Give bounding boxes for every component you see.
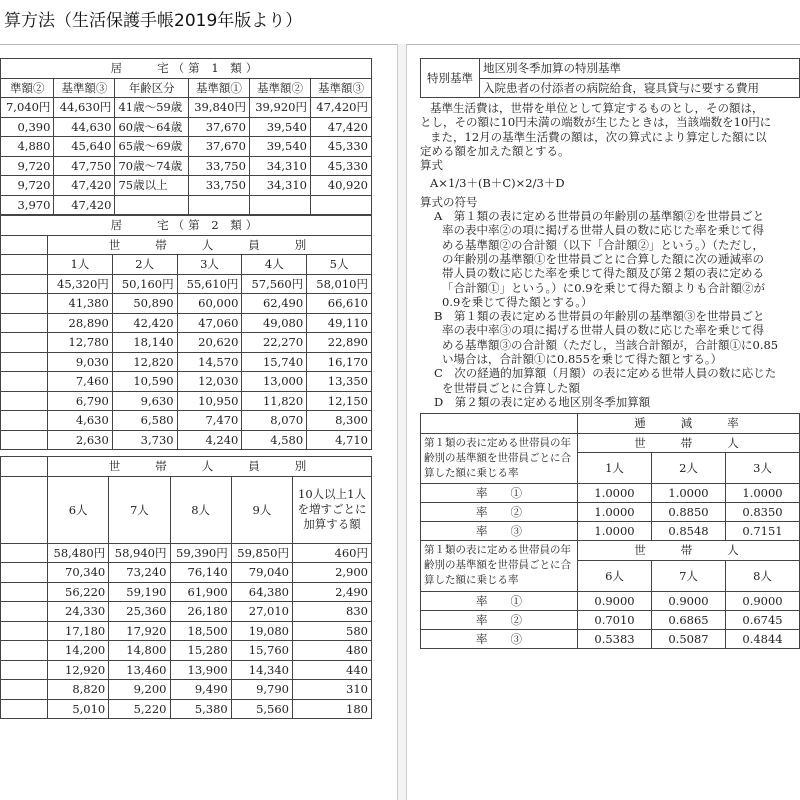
table-header: 基準額① <box>188 78 249 98</box>
table-cell: 13,000 <box>242 372 307 392</box>
table-cell: 49,080 <box>242 313 307 333</box>
table-cell: 57,560円 <box>242 274 307 294</box>
table-header: 年齢区分 <box>115 78 189 98</box>
table-cell: 64,380 <box>231 582 292 602</box>
text-line: A×1/3＋(B＋C)×2/3＋D <box>430 176 565 191</box>
table-cell: 9,720 <box>1 156 54 176</box>
table-row <box>1 372 372 392</box>
text-line: B 第１類の表に定める世帯員の年齢別の基準額③を世帯員ごと <box>434 309 765 324</box>
text-line: を世帯員ごとに合算した額 <box>442 380 580 395</box>
table-cell: 13,900 <box>170 660 231 680</box>
table-cell: 10,590 <box>112 372 177 392</box>
table-row <box>1 660 372 680</box>
table-cell: 14,570 <box>177 352 242 372</box>
table-cell: 0.9000 <box>726 591 800 610</box>
table-cell: 310 <box>293 680 372 700</box>
table-cell: 59,850円 <box>231 543 292 563</box>
table-header: 9人 <box>231 476 292 543</box>
rate-table <box>420 413 800 649</box>
table-cell: 33,750 <box>188 156 249 176</box>
table-cell: 4,880 <box>1 137 54 157</box>
text-line: 0.9を乗じて得た額とする。） <box>442 294 593 309</box>
text-line: 算式 <box>420 158 443 173</box>
table-cell: 4,240 <box>177 430 242 450</box>
table-cell: 12,780 <box>48 333 113 353</box>
table-cell: 5,010 <box>48 699 109 719</box>
special-title: 地区別冬季加算の特別基準 <box>480 59 800 79</box>
table-row <box>1 411 372 431</box>
row-label-cell <box>1 352 48 372</box>
text-line: 定める額を加えた額とする。 <box>420 143 570 158</box>
table-cell: 0.6745 <box>726 610 800 629</box>
right-page <box>420 58 800 800</box>
table-cell: 15,280 <box>170 641 231 661</box>
table-cell: 15,760 <box>231 641 292 661</box>
table-cell: 70歳～74歳 <box>115 156 189 176</box>
table-2 <box>0 215 372 450</box>
table-cell: 3,730 <box>112 430 177 450</box>
text-line: とし，その額に10円未満の端数が生じたときは，当該端数を10円に <box>420 115 772 130</box>
table-header: 6人 <box>578 560 652 591</box>
row-label-cell <box>1 641 48 661</box>
table-cell: 4,580 <box>242 430 307 450</box>
table-cell: 55,610円 <box>177 274 242 294</box>
table-header: 準額② <box>1 78 54 98</box>
table-cell: 14,340 <box>231 660 292 680</box>
table-cell: 7,460 <box>48 372 113 392</box>
table-row <box>421 503 800 522</box>
table-cell: 1.0000 <box>652 484 726 503</box>
rate-group-label: 世 帯 人 <box>578 541 800 561</box>
text-line: D 第２類の表に定める地区別冬季加算額 <box>434 394 651 409</box>
table-row <box>1 333 372 353</box>
text-line: 率の表中率②の項に掲げる世帯人員の数に応じた率を乗じて得 <box>442 223 764 238</box>
table-cell: 4,710 <box>307 430 372 450</box>
table-cell: 56,220 <box>48 582 109 602</box>
table-cell: 0.8350 <box>726 503 800 522</box>
table-3 <box>0 456 372 719</box>
table-cell <box>115 195 189 215</box>
rate-desc: 第１類の表に定める世帯員の年齢別の基準額を世帯員ごとに合算した額に乗じる率 <box>421 433 578 484</box>
table-cell: 22,270 <box>242 333 307 353</box>
table-row <box>1 156 372 176</box>
table-row <box>1 563 372 583</box>
table-cell: 0.9000 <box>578 591 652 610</box>
table-cell: 9,200 <box>109 680 170 700</box>
row-label-cell <box>1 274 48 294</box>
table-header: 4人 <box>242 255 307 275</box>
left-page <box>0 58 372 800</box>
table-cell: 73,240 <box>109 563 170 583</box>
table-cell: 76,140 <box>170 563 231 583</box>
table-cell: 460円 <box>293 543 372 563</box>
table-row <box>1 98 372 118</box>
table-header: 2人 <box>112 255 177 275</box>
text-line: C 次の経過的加算額（月額）の表に定める世帯人員の数に応じた <box>434 366 777 381</box>
table-cell: 15,740 <box>242 352 307 372</box>
table-cell: 2,490 <box>293 582 372 602</box>
table-cell <box>310 195 371 215</box>
table-cell: 0.8850 <box>652 503 726 522</box>
table-cell: 41歳～59歳 <box>115 98 189 118</box>
table-row <box>1 294 372 314</box>
section-label-2: 居 宅（第 2 類） <box>1 216 372 236</box>
row-label-cell <box>1 563 48 583</box>
table-cell: 50,890 <box>112 294 177 314</box>
special-desc: 入院患者の付添者の病院給食，寝具貸与に要する費用 <box>480 78 800 98</box>
table-cell: 27,010 <box>231 602 292 622</box>
row-label-cell <box>1 602 48 622</box>
table-cell: 1.0000 <box>578 484 652 503</box>
table-cell: 0.8548 <box>652 522 726 541</box>
table-cell: 22,890 <box>307 333 372 353</box>
table-cell: 0.4844 <box>726 629 800 648</box>
text-line: い場合は，合計額①に0.855を乗じて得た額とする。） <box>442 352 723 367</box>
table-row <box>1 117 372 137</box>
row-label-cell <box>1 372 48 392</box>
table-row <box>1 582 372 602</box>
table-cell <box>188 195 249 215</box>
text-line: 「合計額①」という。）に0.9を乗じて得た額よりも合計額②が <box>442 280 766 295</box>
row-label-cell <box>1 313 48 333</box>
row-label-cell <box>1 582 48 602</box>
table-cell: 26,180 <box>170 602 231 622</box>
table-header: 8人 <box>726 560 800 591</box>
table-cell <box>249 195 310 215</box>
text-line: また，12月の基準生活費の額は，次の算式により算定した額に以 <box>430 129 767 144</box>
table-cell: 49,110 <box>307 313 372 333</box>
row-label-cell <box>1 411 48 431</box>
text-line: 帯人員の数に応じた率を乗じて得た額及び第２類の表に定める <box>442 266 764 281</box>
table-cell: 0.7010 <box>578 610 652 629</box>
table-row <box>421 522 800 541</box>
text-line: 算式の符号 <box>420 194 478 209</box>
table-cell: 6,790 <box>48 391 113 411</box>
table-cell: 9,720 <box>1 176 54 196</box>
table-cell: 180 <box>293 699 372 719</box>
row-label-cell <box>1 294 48 314</box>
table-cell: 3,970 <box>1 195 54 215</box>
table-row <box>421 610 800 629</box>
table-cell: 440 <box>293 660 372 680</box>
table-cell: 70,340 <box>48 563 109 583</box>
table-row <box>1 543 372 563</box>
table-cell: 0.5087 <box>652 629 726 648</box>
table-row <box>421 591 800 610</box>
table-header: 7人 <box>652 560 726 591</box>
table-cell: 60,000 <box>177 294 242 314</box>
rate-label: 率 ② <box>421 503 578 522</box>
table-cell: 0.9000 <box>652 591 726 610</box>
table-cell: 17,920 <box>109 621 170 641</box>
table-cell: 58,010円 <box>307 274 372 294</box>
table-cell: 7,040円 <box>1 98 54 118</box>
table-row <box>1 274 372 294</box>
table-header: 5人 <box>307 255 372 275</box>
table-cell: 12,030 <box>177 372 242 392</box>
table-cell: 4,630 <box>48 411 113 431</box>
text-line: 基準生活費は，世帯を単位として算定するものとし，その額は， <box>430 101 764 115</box>
table-cell: 45,330 <box>310 156 371 176</box>
text-line: 率の表中率③の項に掲げる世帯人員の数に応じた率を乗じて得 <box>442 323 764 338</box>
table-cell: 1.0000 <box>578 503 652 522</box>
table-cell: 42,420 <box>112 313 177 333</box>
table-cell: 19,080 <box>231 621 292 641</box>
table-header: 基準額③ <box>310 78 371 98</box>
table-cell: 33,750 <box>188 176 249 196</box>
table-cell: 25,360 <box>109 602 170 622</box>
table-cell: 2,630 <box>48 430 113 450</box>
table-cell: 8,070 <box>242 411 307 431</box>
rate-group-label: 世 帯 人 <box>578 433 800 453</box>
table-cell: 39,540 <box>249 137 310 157</box>
table-cell: 5,560 <box>231 699 292 719</box>
table-cell: 9,490 <box>170 680 231 700</box>
table-cell: 1.0000 <box>726 484 800 503</box>
table-cell: 12,820 <box>112 352 177 372</box>
text-line: める基準額③の合計額（ただし，当該合計額が，合計額①に0.85 <box>442 337 779 352</box>
text-line: A 第１類の表に定める世帯員の年齢別の基準額②を世帯員ごと <box>434 209 765 224</box>
table-cell: 47,750 <box>54 156 115 176</box>
group-header: 世 帯 人 員 別 <box>48 457 372 477</box>
row-label-cell <box>1 333 48 353</box>
special-standard-table <box>420 58 800 98</box>
section-label-1: 居 宅（第 1 類） <box>1 59 372 79</box>
table-cell: 61,900 <box>170 582 231 602</box>
table-cell: 5,380 <box>170 699 231 719</box>
table-cell: 9,790 <box>231 680 292 700</box>
table-1 <box>0 58 372 215</box>
page-title: 算方法（生活保護手帳2019年版より） <box>4 11 303 31</box>
table-cell: 11,820 <box>242 391 307 411</box>
table-cell: 28,890 <box>48 313 113 333</box>
table-row <box>1 313 372 333</box>
rate-label: 率 ② <box>421 610 578 629</box>
table-cell: 2,900 <box>293 563 372 583</box>
table-cell: 45,320円 <box>48 274 113 294</box>
table-cell: 34,310 <box>249 176 310 196</box>
rate-label: 率 ③ <box>421 522 578 541</box>
row-label-cell <box>1 621 48 641</box>
table-row <box>1 621 372 641</box>
page-gutter <box>397 44 407 800</box>
table-cell: 37,670 <box>188 137 249 157</box>
table-row <box>1 680 372 700</box>
table-cell: 18,500 <box>170 621 231 641</box>
table-cell: 39,540 <box>249 117 310 137</box>
table-cell: 39,840円 <box>188 98 249 118</box>
body-text <box>420 101 800 409</box>
table-cell: 830 <box>293 602 372 622</box>
table-header: 2人 <box>652 453 726 484</box>
table-cell: 50,160円 <box>112 274 177 294</box>
table-cell: 8,820 <box>48 680 109 700</box>
table-header: 基準額② <box>249 78 310 98</box>
table-cell: 40,920 <box>310 176 371 196</box>
rate-label: 率 ① <box>421 591 578 610</box>
rate-label: 率 ③ <box>421 629 578 648</box>
table-cell: 37,670 <box>188 117 249 137</box>
table-cell: 47,420 <box>54 176 115 196</box>
table-cell: 9,630 <box>112 391 177 411</box>
table-header: 1人 <box>578 453 652 484</box>
table-cell: 18,140 <box>112 333 177 353</box>
table-cell: 44,630 <box>54 117 115 137</box>
table-cell: 39,920円 <box>249 98 310 118</box>
row-label-cell <box>1 391 48 411</box>
table-cell: 580 <box>293 621 372 641</box>
table-row <box>1 699 372 719</box>
table-cell: 8,300 <box>307 411 372 431</box>
table-cell: 10,950 <box>177 391 242 411</box>
table-cell: 47,420 <box>54 195 115 215</box>
table-cell: 75歳以上 <box>115 176 189 196</box>
table-cell: 14,800 <box>109 641 170 661</box>
table-row <box>421 484 800 503</box>
special-label: 特別基準 <box>421 59 480 98</box>
table-row <box>421 629 800 648</box>
table-cell: 44,630円 <box>54 98 115 118</box>
table-cell: 13,460 <box>109 660 170 680</box>
table-cell: 47,420円 <box>310 98 371 118</box>
rate-section-label: 逓 減 率 <box>578 414 800 434</box>
row-label-cell <box>1 699 48 719</box>
table-header: 3人 <box>726 453 800 484</box>
row-label-cell <box>1 543 48 563</box>
table-cell: 12,920 <box>48 660 109 680</box>
table-header: 3人 <box>177 255 242 275</box>
table-header: 8人 <box>170 476 231 543</box>
table-cell: 79,040 <box>231 563 292 583</box>
row-label-cell <box>1 430 48 450</box>
table-cell: 13,350 <box>307 372 372 392</box>
table-row <box>1 641 372 661</box>
table-cell: 0.5383 <box>578 629 652 648</box>
table-row <box>1 602 372 622</box>
table-cell: 14,200 <box>48 641 109 661</box>
table-header: 10人以上1人を増すごとに加算する額 <box>293 476 372 543</box>
table-row <box>1 137 372 157</box>
table-cell: 34,310 <box>249 156 310 176</box>
table-cell: 45,330 <box>310 137 371 157</box>
table-cell: 6,580 <box>112 411 177 431</box>
table-cell: 62,490 <box>242 294 307 314</box>
table-header: 1人 <box>48 255 113 275</box>
table-cell: 5,220 <box>109 699 170 719</box>
rate-desc: 第１類の表に定める世帯員の年齢別の基準額を世帯員ごとに合算した額に乗じる率 <box>421 541 578 592</box>
table-cell: 66,610 <box>307 294 372 314</box>
table-row <box>1 352 372 372</box>
table-row <box>1 430 372 450</box>
table-cell: 58,940円 <box>109 543 170 563</box>
table-header: 7人 <box>109 476 170 543</box>
table-cell: 45,640 <box>54 137 115 157</box>
table-row <box>1 391 372 411</box>
rate-label: 率 ① <box>421 484 578 503</box>
table-cell: 47,420 <box>310 117 371 137</box>
table-cell: 24,330 <box>48 602 109 622</box>
table-cell: 0.7151 <box>726 522 800 541</box>
table-cell: 65歳～69歳 <box>115 137 189 157</box>
text-line: の年齢別の基準額①を世帯員ごとに合算した額に次の逓減率の <box>442 251 764 266</box>
table-cell: 7,470 <box>177 411 242 431</box>
table-header: 基準額③ <box>54 78 115 98</box>
group-header: 世 帯 人 員 別 <box>48 235 372 255</box>
table-row <box>1 195 372 215</box>
row-label-cell <box>1 660 48 680</box>
table-cell: 20,620 <box>177 333 242 353</box>
table-cell: 59,190 <box>109 582 170 602</box>
table-cell: 480 <box>293 641 372 661</box>
table-cell: 9,030 <box>48 352 113 372</box>
table-header: 6人 <box>48 476 109 543</box>
table-cell: 41,380 <box>48 294 113 314</box>
table-cell: 0,390 <box>1 117 54 137</box>
table-cell: 0.6865 <box>652 610 726 629</box>
table-cell: 60歳～64歳 <box>115 117 189 137</box>
table-cell: 47,060 <box>177 313 242 333</box>
text-line: める基準額②の合計額（以下「合計額②」という。）（ただし， <box>442 237 764 252</box>
table-cell: 58,480円 <box>48 543 109 563</box>
table-cell: 1.0000 <box>578 522 652 541</box>
table-row <box>1 176 372 196</box>
table-cell: 16,170 <box>307 352 372 372</box>
row-label-cell <box>1 680 48 700</box>
table-cell: 17,180 <box>48 621 109 641</box>
table-cell: 12,150 <box>307 391 372 411</box>
table-cell: 59,390円 <box>170 543 231 563</box>
